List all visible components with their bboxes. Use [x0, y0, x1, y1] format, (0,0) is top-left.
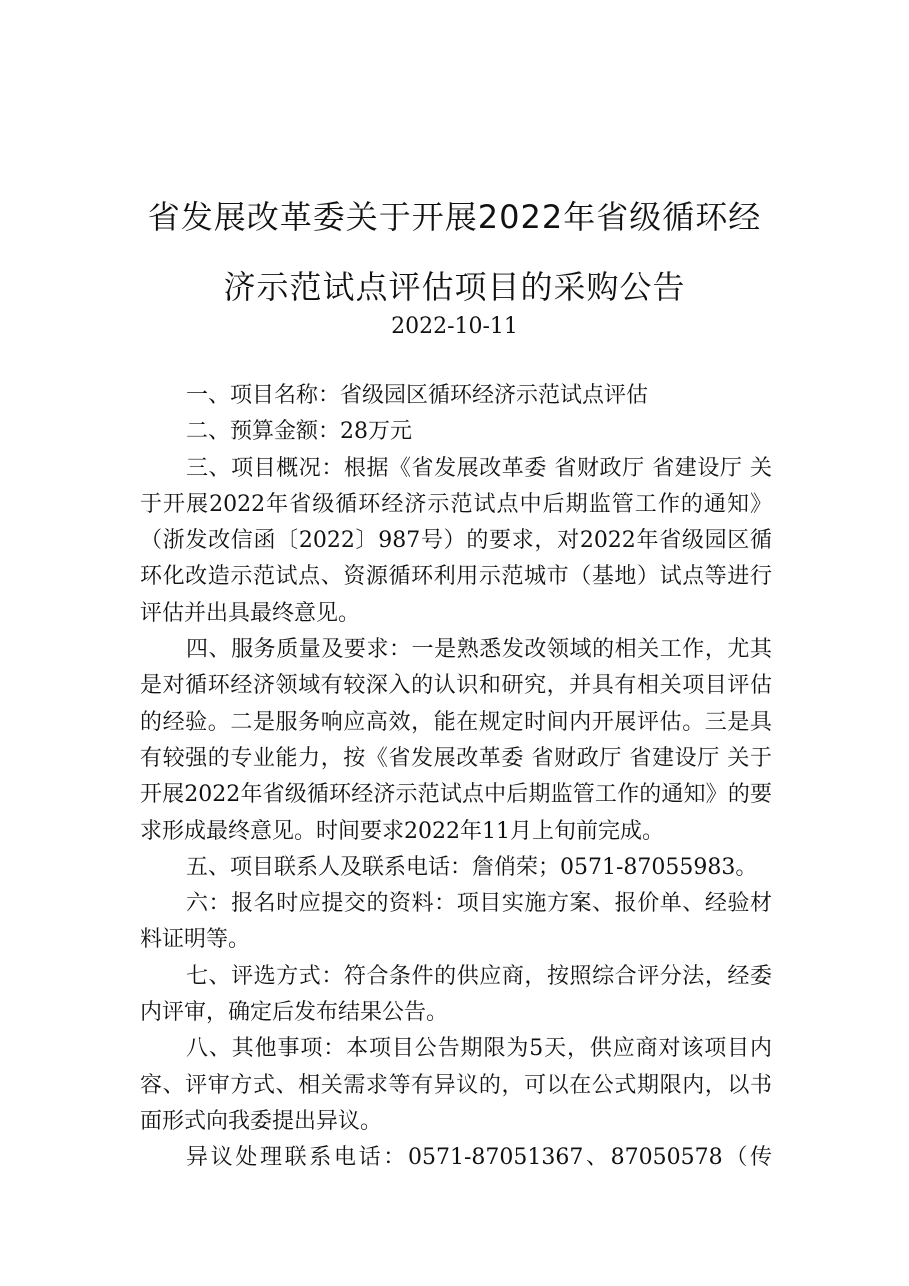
- paragraph-requirements: 四、服务质量及要求：一是熟悉发改领域的相关工作，尤其是对循环经济领域有较深入的认识和研究，并具有相关项目评估的经验。二是服务响应高效，能在规定时间内开展评估。三是具有较强的专业能力，按《省发展改革委 省财政厅 省建设厅 关于开展2022年省级循环经济示范试点中后期监管工作的通知》的要求形成最终意见。时间要求2022年11月上旬前完成。: [140, 637, 772, 844]
- document-title-line-1: 省发展改革委关于开展2022年省级循环经: [147, 198, 762, 236]
- paragraph-materials: 六：报名时应提交的资料：项目实施方案、报价单、经验材料证明等。: [140, 891, 772, 953]
- paragraph-project-name: 一、项目名称：省级园区循环经济示范试点评估: [186, 383, 649, 408]
- paragraph-selection: 七、评选方式：符合条件的供应商，按照综合评分法，经委内评审，确定后发布结果公告。: [140, 963, 772, 1026]
- paragraph-contact: 五、项目联系人及联系电话：詹俏荣；0571-87055983。: [186, 854, 758, 880]
- document-title-line-2: 济示范试点评估项目的采购公告: [223, 268, 686, 306]
- paragraph-overview: 三、项目概况：根据《省发展改革委 省财政厅 省建设厅 关于开展2022年省级循环经济示范试点中后期监管工作的通知》（浙发改信函〔2022〕987号）的要求，对2022年省级园区循环化改造示范试点、资源循环利用示范城市（基地）试点等进行评估并出具最终意见。: [140, 455, 772, 626]
- document-date: 2022-10-11: [391, 314, 518, 339]
- paragraph-budget: 二、预算金额：28万元: [186, 419, 412, 445]
- document-body: [140, 378, 772, 1177]
- paragraph-other-matters: 八、其他事项：本项目公告期限为5天，供应商对该项目内容、评审方式、相关需求等有异议的，可以在公式期限内，以书面形式向我委提出异议。: [140, 1036, 772, 1134]
- paragraph-objection-contact: 异议处理联系电话：0571-87051367、87050578（传: [186, 1145, 772, 1171]
